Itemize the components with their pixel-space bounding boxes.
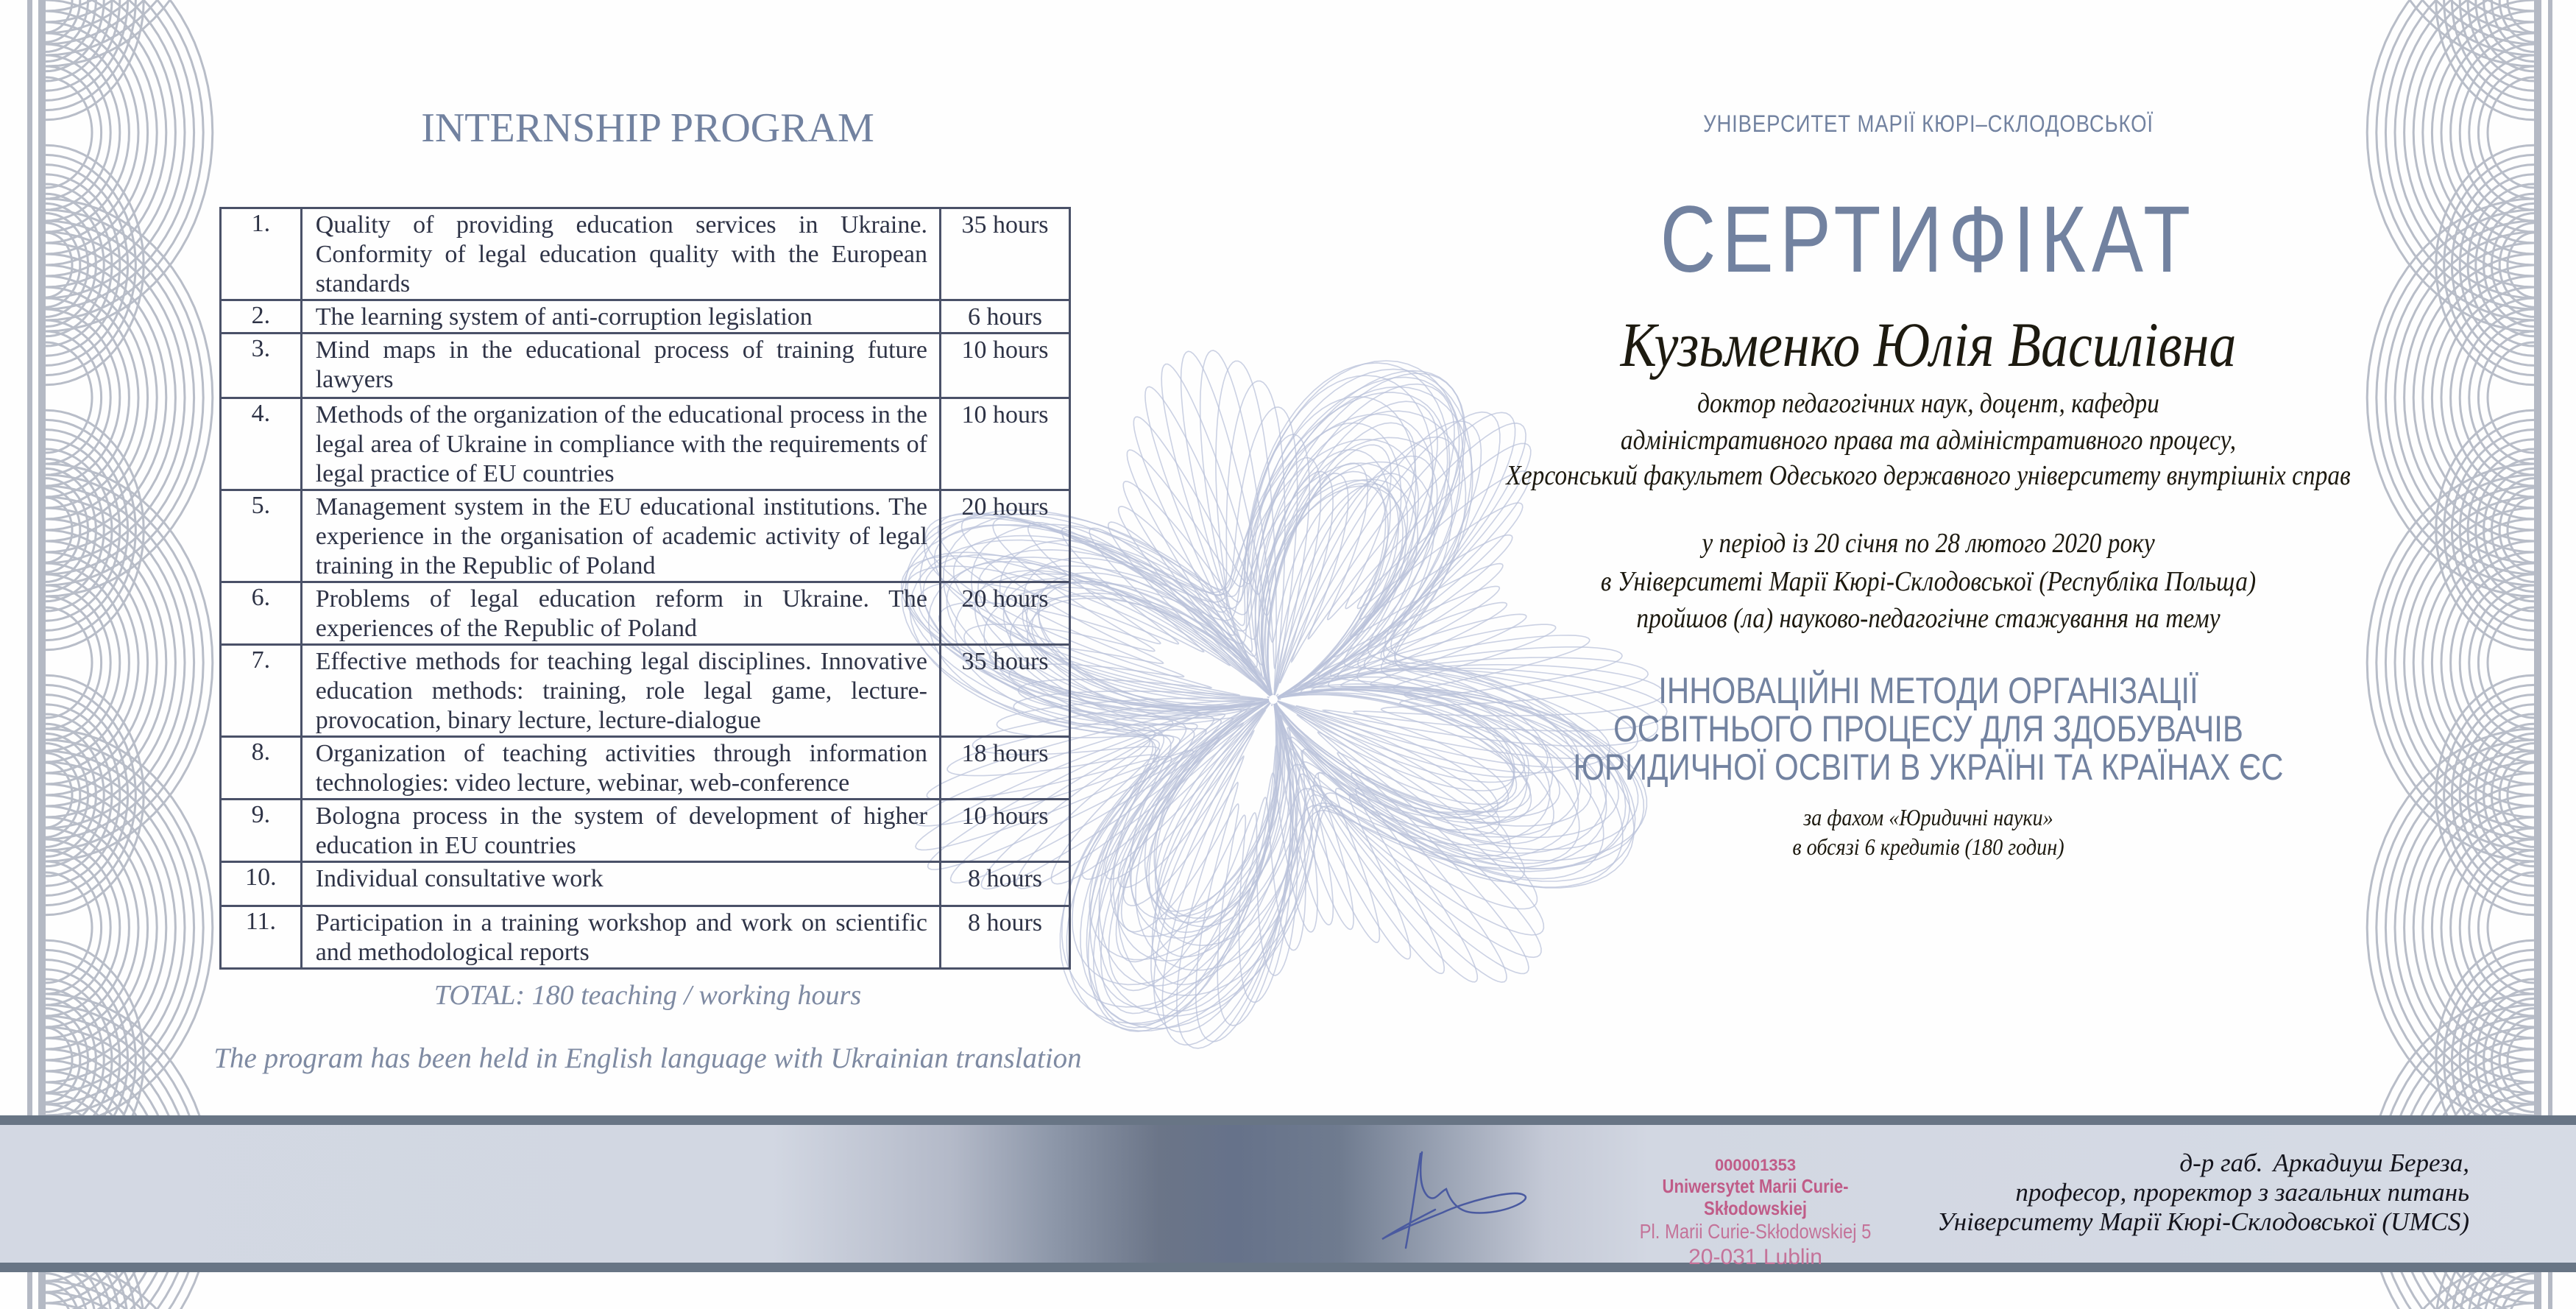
row-topic: Participation in a training workshop and work on scientific and methodological reports [301, 906, 940, 969]
right-border-line-inner [2534, 0, 2541, 1309]
row-number: 7. [221, 645, 302, 737]
certificate-title: СЕРТИФІКАТ [1660, 187, 2197, 292]
row-topic: The learning system of anti-corruption legislation [301, 300, 940, 334]
period-line: пройшов (ла) науково-педагогічне стажування на тему [1636, 603, 2221, 634]
signatory-degree: д-р габ. [2179, 1149, 2263, 1177]
program-row [221, 300, 1070, 334]
program-row [221, 906, 1070, 969]
row-topic: Management system in the EU educational institutions. The experience in the organisation of academic activity of legal training in the Republic of Poland [301, 490, 940, 582]
language-note: The program has been held in English language with Ukrainian translation [213, 1042, 1082, 1074]
row-number: 11. [221, 906, 302, 969]
program-row [221, 582, 1070, 645]
row-hours: 35 hours [940, 645, 1069, 737]
specialty-line: за фахом «Юридичні науки» [1803, 804, 2053, 830]
row-hours: 10 hours [940, 800, 1069, 862]
signatory-name: Аркадиуш Береза, [2273, 1149, 2469, 1177]
university-heading: УНІВЕРСИТЕТ МАРІЇ КЮРІ–СКЛОДОВСЬКОЇ [1703, 110, 2154, 137]
recipient-name: Кузьменко Юлія Василівна [1620, 309, 2237, 380]
row-hours: 20 hours [940, 490, 1069, 582]
row-number: 3. [221, 334, 302, 398]
right-guilloche-border [2313, 0, 2534, 1309]
program-total: TOTAL: 180 teaching / working hours [434, 980, 862, 1011]
row-number: 1. [221, 208, 302, 300]
signatory-name-line [1884, 1149, 2469, 1178]
internship-topic-line: ЮРИДИЧНОЇ ОСВІТИ В УКРАЇНІ ТА КРАЇНАХ ЄС [1573, 747, 2284, 788]
signatory-block [1884, 1149, 2469, 1237]
band-bottom-stripe [0, 1263, 2576, 1272]
row-topic: Effective methods for teaching legal disciplines. Innovative education methods: training, role legal game, lecture-provocation, binary lecture, lecture-dialogue [301, 645, 940, 737]
stamp-street: Pl. Marii Curie-Skłodowskiej 5 [1639, 1220, 1872, 1243]
volume-line: в обсязі 6 кредитів (180 годин) [1792, 833, 2064, 860]
stamp-number: 000001353 [1714, 1156, 1797, 1174]
row-number: 5. [221, 490, 302, 582]
university-stamp [1597, 1156, 1914, 1271]
row-topic: Individual consultative work [301, 862, 940, 906]
row-number: 9. [221, 800, 302, 862]
left-border-line-outer [27, 0, 32, 1309]
row-hours: 6 hours [940, 300, 1069, 334]
program-table [219, 207, 1071, 970]
row-hours: 20 hours [940, 582, 1069, 645]
program-title: INTERNSHIP PROGRAM [421, 105, 874, 151]
internship-topic-line: ІННОВАЦІЙНІ МЕТОДИ ОРГАНІЗАЦІЇ [1658, 670, 2198, 711]
internship-topic-line: ОСВІТНЬОГО ПРОЦЕСУ ДЛЯ ЗДОБУВАЧІВ [1613, 708, 2243, 749]
left-border-line-inner [38, 0, 46, 1309]
row-hours: 8 hours [940, 906, 1069, 969]
row-hours: 8 hours [940, 862, 1069, 906]
row-topic: Mind maps in the educational process of training future lawyers [301, 334, 940, 398]
program-row [221, 208, 1070, 300]
row-hours: 35 hours [940, 208, 1069, 300]
program-row [221, 398, 1070, 490]
program-row [221, 645, 1070, 737]
row-number: 4. [221, 398, 302, 490]
row-topic: Bologna process in the system of development of higher education in EU countries [301, 800, 940, 862]
row-topic: Organization of teaching activities through information technologies: video lecture, webinar, web-conference [301, 737, 940, 800]
row-number: 8. [221, 737, 302, 800]
program-row [221, 490, 1070, 582]
row-hours: 10 hours [940, 398, 1069, 490]
position-line: Херсонський факультет Одеського державного університету внутрішніх справ [1506, 460, 2351, 491]
program-row [221, 862, 1070, 906]
handwritten-signature [1376, 1145, 1612, 1252]
row-topic: Problems of legal education reform in Ukraine. The experiences of the Republic of Poland [301, 582, 940, 645]
row-number: 6. [221, 582, 302, 645]
program-row [221, 737, 1070, 800]
row-hours: 10 hours [940, 334, 1069, 398]
row-number: 10. [221, 862, 302, 906]
position-line: адміністративного права та адміністративного процесу, [1620, 425, 2237, 456]
stamp-institution: Uniwersytet Marii Curie-Skłodowskiej [1662, 1175, 1849, 1219]
position-line: доктор педагогічних наук, доцент, кафедри [1697, 388, 2159, 419]
program-row [221, 800, 1070, 862]
stamp-city: 20-031 Lublin [1688, 1245, 1822, 1269]
right-border-line-outer [2548, 0, 2552, 1309]
internship-topic [1545, 671, 2312, 786]
band-top-stripe [0, 1115, 2576, 1125]
row-hours: 18 hours [940, 737, 1069, 800]
row-topic: Methods of the organization of the educational process in the legal area of Ukraine in compliance with the requirements of legal practice of EU countries [301, 398, 940, 490]
signatory-role: професор, проректор з загальних питань [2015, 1178, 2469, 1207]
signatory-organization: Університету Марії Кюрі-Склодовської (UMCS) [1937, 1207, 2469, 1236]
row-number: 2. [221, 300, 302, 334]
period-line: в Університеті Марії Кюрі-Склодовської (Республіка Польща) [1600, 566, 2257, 597]
row-topic: Quality of providing education services in Ukraine. Conformity of legal education quality with the European standards [301, 208, 940, 300]
program-row [221, 334, 1070, 398]
period-line: у період із 20 січня по 28 лютого 2020 року [1702, 528, 2155, 559]
